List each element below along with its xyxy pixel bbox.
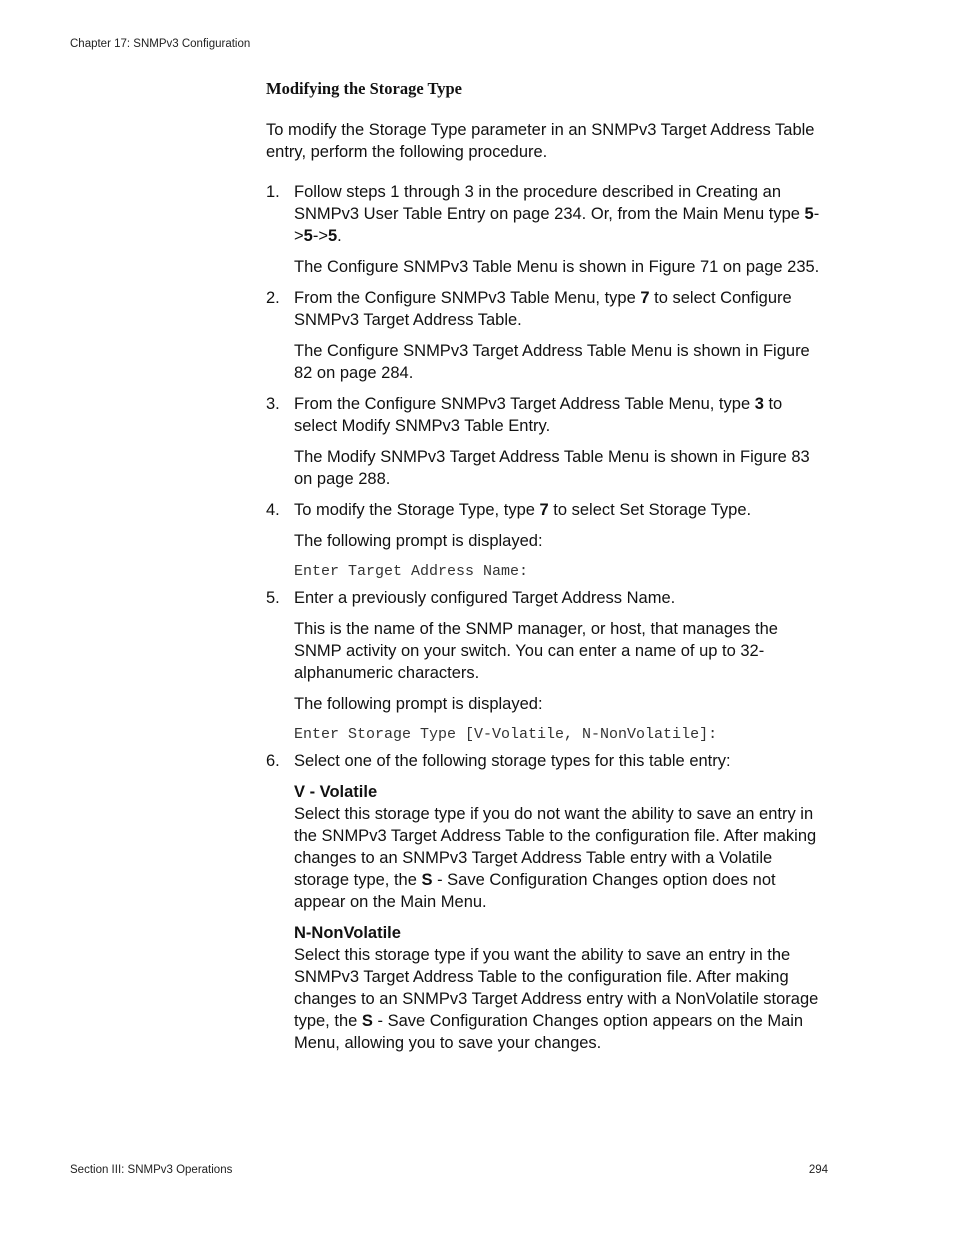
step-number: 3. <box>266 395 280 413</box>
option-text: Select this storage type if you do not want the ability to save an entry in the SNMPv3 Target Address Table to the configuration file. After making changes to an SNMPv3 Target Address Table entry with a Volatile storage type, the <box>294 805 817 889</box>
step-note: The Configure SNMPv3 Target Address Table Menu is shown in Figure 82 on page 284. <box>294 342 810 382</box>
step-number: 5. <box>266 589 280 607</box>
option-text-end: - Save Configuration Changes option does not appear on the Main Menu. <box>294 871 776 911</box>
step-number: 2. <box>266 289 280 307</box>
option-nonvolatile <box>266 922 826 1054</box>
step-text-end: to select Set Storage Type. <box>548 501 752 519</box>
option-label: N-NonVolatile <box>294 924 401 942</box>
step-2 <box>266 287 826 331</box>
prompt-code: Enter Storage Type [V-Volatile, N-NonVolatile]: <box>294 726 718 743</box>
option-text-end: - Save Configuration Changes option appears on the Main Menu, allowing you to save your changes. <box>294 1012 804 1052</box>
step-number: 4. <box>266 501 280 519</box>
step-text: To modify the Storage Type, type <box>294 501 540 519</box>
procedure-body <box>266 119 826 1063</box>
option-label: V - Volatile <box>294 783 378 801</box>
step-text: Follow steps 1 through 3 in the procedure described in Creating an SNMPv3 User Table Entry on page 234. Or, from the Main Menu type <box>294 183 805 223</box>
step-text-end: to select Modify SNMPv3 Table Entry. <box>294 395 783 435</box>
option-key: S <box>361 1012 373 1030</box>
step-note: The following prompt is displayed: <box>294 532 543 550</box>
step-6 <box>266 750 826 772</box>
step-3 <box>266 393 826 437</box>
menu-key: 5 <box>303 227 313 245</box>
step-5 <box>266 587 826 609</box>
step-text: Select one of the following storage types for this table entry: <box>294 752 731 770</box>
section-title: Modifying the Storage Type <box>266 79 463 98</box>
menu-key: 5 <box>804 205 814 223</box>
page-footer-section: Section III: SNMPv3 Operations <box>70 1164 233 1176</box>
option-text: Select this storage type if you want the ability to save an entry in the SNMPv3 Target Address Table to the configuration file. After making changes to an SNMPv3 Target Address entry with a NonVolatile storage type, the <box>294 946 819 1030</box>
step-text-end: to select Configure SNMPv3 Target Address Table. <box>294 289 792 329</box>
step-end: . <box>337 227 342 245</box>
step-note: This is the name of the SNMP manager, or host, that manages the SNMP activity on your switch. You can enter a name of up to 32- alphanumeric characters. <box>294 620 778 682</box>
step-number: 6. <box>266 752 280 770</box>
menu-key: 3 <box>754 395 764 413</box>
step-text: From the Configure SNMPv3 Table Menu, type <box>294 289 641 307</box>
intro-paragraph: To modify the Storage Type parameter in an SNMPv3 Target Address Table entry, perform the following procedure. <box>266 121 815 161</box>
step-1 <box>266 181 826 247</box>
step-note: The Modify SNMPv3 Target Address Table Menu is shown in Figure 83 on page 288. <box>294 448 810 488</box>
menu-separator: -> <box>312 227 328 245</box>
step-note: The following prompt is displayed: <box>294 695 543 713</box>
menu-key: 7 <box>539 501 549 519</box>
option-key: S <box>421 871 433 889</box>
option-volatile <box>266 781 826 913</box>
prompt-code: Enter Target Address Name: <box>294 563 529 580</box>
step-note: The Configure SNMPv3 Table Menu is shown in Figure 71 on page 235. <box>294 258 820 276</box>
page-number: 294 <box>808 1164 828 1176</box>
page-header: Chapter 17: SNMPv3 Configuration <box>70 38 251 50</box>
step-text: From the Configure SNMPv3 Target Address Table Menu, type <box>294 395 755 413</box>
menu-separator: -> <box>294 205 820 245</box>
step-4 <box>266 499 826 521</box>
menu-key: 7 <box>640 289 650 307</box>
step-text: Enter a previously configured Target Address Name. <box>294 589 676 607</box>
step-number: 1. <box>266 183 280 201</box>
menu-key: 5 <box>327 227 338 245</box>
